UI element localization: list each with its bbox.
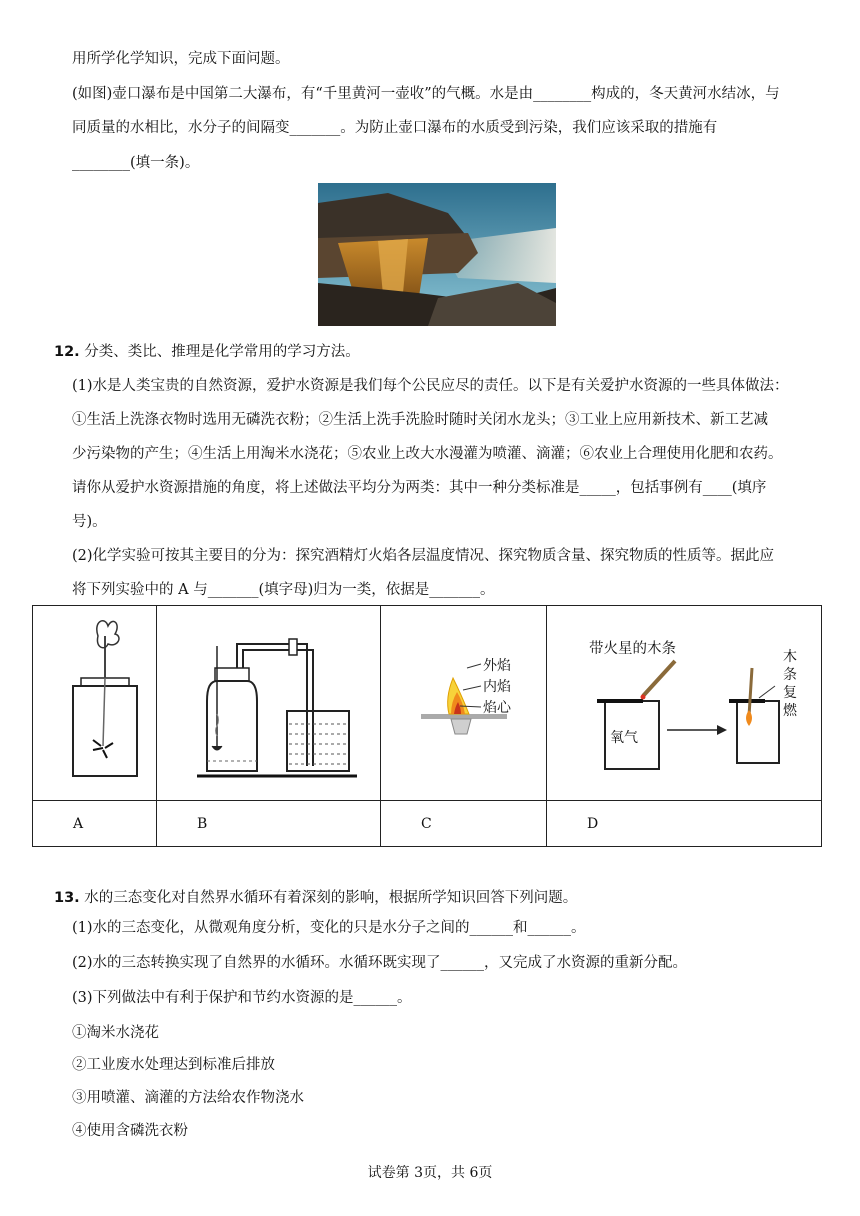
q12-p1-line: 请你从爱护水资源措施的角度，将上述做法平均分为两类：其中一种分类标准是_____，包括事例有____(填序 — [72, 480, 767, 496]
burning-in-jar-diagram — [33, 606, 157, 796]
reignite-label: 燃 — [783, 703, 797, 719]
q12-p2-line: (2)化学实验可按其主要目的分为：探究酒精灯火焰各层温度情况、探究物质含量、探究物质的性质等。据此应 — [72, 548, 775, 564]
inner-flame-label: 内焰 — [483, 679, 511, 695]
label-b: B — [197, 815, 208, 832]
experiment-b-cell — [157, 606, 381, 801]
label-d-cell — [547, 801, 822, 847]
page-footer: 试卷第 3页，共 6页 — [367, 1165, 493, 1181]
q13-stem: 水的三态变化对自然界水循环有着深刻的影响，根据所学知识回答下列问题。 — [84, 890, 578, 906]
flame-core-label: 焰心 — [483, 700, 511, 716]
q13-part: (3)下列做法中有利于保护和节约水资源的是______。 — [72, 990, 412, 1006]
q12-p2-line: 将下列实验中的 A 与_______(填字母)归为一类，依据是_______。 — [72, 582, 495, 598]
q12-p1-line: 少污染物的产生；④生活上用淘米水浇花；⑤农业上改大水漫灌为喷灌、滴灌；⑥农业上合理使用化肥和农药。 — [72, 446, 783, 462]
label-d: D — [587, 815, 599, 832]
experiment-a-cell — [33, 606, 157, 801]
intro-line: 用所学化学知识，完成下面问题。 — [72, 51, 290, 67]
outer-flame-label: 外焰 — [483, 658, 511, 674]
label-c-cell — [381, 801, 547, 847]
oxygen-label: 氧气 — [610, 730, 638, 746]
q12-p1-line: (1)水是人类宝贵的自然资源，爱护水资源是我们每个公民应尽的责任。以下是有关爱护水资源的一些具体做法： — [72, 378, 789, 394]
q12-stem-line — [54, 342, 360, 362]
reignite-label: 条 — [783, 667, 797, 683]
q13-part: (1)水的三态变化，从微观角度分析，变化的只是水分子之间的______和______。 — [72, 920, 586, 936]
label-c: C — [421, 815, 432, 832]
q13-number: 13. — [54, 890, 80, 906]
q12-stem: 分类、类比、推理是化学常用的学习方法。 — [84, 344, 360, 360]
experiment-d-cell — [547, 606, 822, 801]
q13-option: ④使用含磷洗衣粉 — [72, 1123, 188, 1139]
reignite-label: 木 — [783, 649, 797, 665]
reignite-label: 复 — [783, 685, 797, 701]
q12-number: 12. — [54, 344, 80, 360]
oxygen-test-diagram — [547, 606, 822, 796]
label-a-cell — [33, 801, 157, 847]
q13-option: ②工业废水处理达到标准后排放 — [72, 1057, 275, 1073]
experiment-table — [32, 605, 822, 847]
oxygen-content-diagram — [157, 606, 381, 796]
experiment-c-cell — [381, 606, 547, 801]
glowing-splint-label: 带火星的木条 — [589, 641, 676, 657]
q13-option: ③用喷灌、滴灌的方法给农作物浇水 — [72, 1090, 304, 1106]
label-a: A — [73, 815, 84, 832]
label-b-cell — [157, 801, 381, 847]
q13-part: (2)水的三态转换实现了自然界的水循环。水循环既实现了______，又完成了水资源的重新分配。 — [72, 955, 688, 971]
intro-line: (如图)壶口瀑布是中国第二大瀑布，有“千里黄河一壶收”的气概。水是由________构成的，冬天黄河水结冰，与 — [72, 86, 780, 102]
waterfall-photo — [318, 183, 556, 326]
q12-p1-line: ①生活上洗涤衣物时选用无磷洗衣粉；②生活上洗手洗脸时随时关闭水龙头；③工业上应用新技术、新工艺减 — [72, 412, 768, 428]
intro-line: ________(填一条)。 — [72, 155, 200, 171]
intro-line: 同质量的水相比，水分子的间隔变_______。为防止壶口瀑布的水质受到污染，我们应该采取的措施有 — [72, 120, 718, 136]
q13-option: ①淘米水浇花 — [72, 1025, 159, 1041]
q12-p1-line: 号)。 — [72, 514, 107, 530]
flame-layers-diagram — [381, 606, 547, 796]
q13-stem-line — [54, 888, 577, 908]
